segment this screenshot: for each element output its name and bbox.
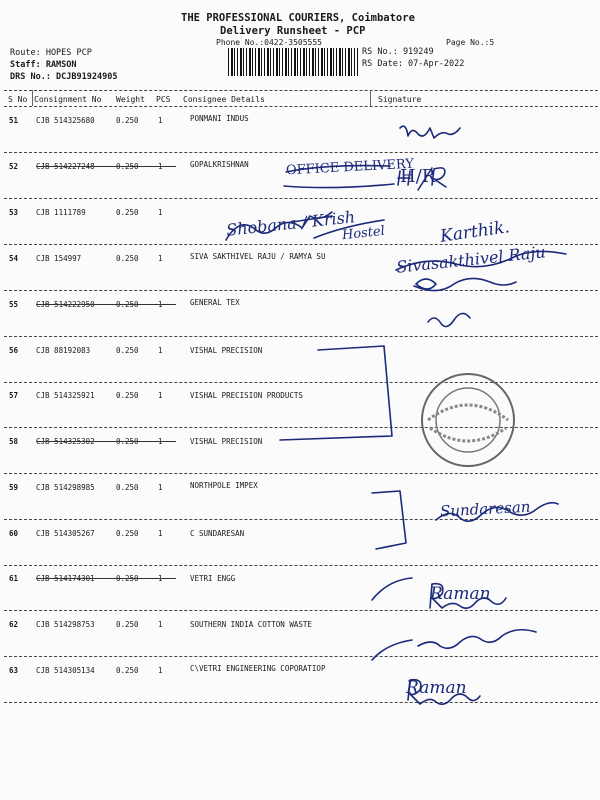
row-consignment: CJB 154997 [36,254,82,263]
row-sno: 63 [9,666,19,675]
row-weight: 0.250 [116,483,139,492]
row-weight: 0.250 [116,529,139,538]
rs-date: RS Date: 07-Apr-2022 [362,59,465,69]
row-consignee: SIVA SAKTHIVEL RAJU / RAMYA SU [190,252,326,261]
row-weight: 0.250 [116,391,139,400]
row-weight: 0.250 [116,620,139,629]
handwritten-hostel: Hostel [341,223,386,244]
row-weight: 0.250 [116,574,139,583]
row-sno: 52 [9,162,19,171]
row-weight: 0.250 [116,346,139,355]
col-consignee: Consignee Details [183,95,265,104]
bracket-rows-59-60 [372,491,406,549]
row-weight: 0.250 [116,116,139,125]
handwritten-raman-2: Raman [406,678,467,698]
route: Route: HOPES PCP [10,48,92,58]
row-sno: 51 [9,116,19,125]
handwritten-raman-1: Raman [430,584,491,604]
row-weight: 0.250 [116,437,139,446]
row-pcs: 1 [158,346,163,355]
row-consignment: CJB 514325302 [36,437,95,446]
col-signature: Signature [378,95,422,104]
phone-number: Phone No.:0422-3505555 [216,38,322,47]
row-consignee: GENERAL TEX [190,298,240,307]
col-weight: Weight [116,95,145,104]
row-consignee: C\VETRI ENGINEERING COPORATIOP [190,664,326,673]
row-consignment: CJB 514298985 [36,483,95,492]
row-pcs: 1 [158,574,163,583]
col-pcs: PCS [156,95,171,104]
row-consignment: CJB 514174301 [36,574,95,583]
row-consignee: VISHAL PRECISION PRODUCTS [190,391,303,400]
signature-row-55 [428,313,470,326]
row-consignee: C SUNDARESAN [190,529,245,538]
handwritten-office: OFFICE DELIVERY [285,156,415,179]
signature-row-62 [418,630,536,649]
row-consignment: CJB 88192083 [36,346,91,355]
row-sno: 56 [9,346,19,355]
company-stamp [422,374,514,466]
bracket-rows-56-58 [280,346,392,440]
row-pcs: 1 [158,208,163,217]
drs-number: DRS No.: DCJB91924905 [10,72,118,82]
row-pcs: 1 [158,162,163,171]
row-consignee: GOPALKRISHNAN [190,160,249,169]
row-sno: 62 [9,620,19,629]
row-pcs: 1 [158,300,163,309]
row-pcs: 1 [158,620,163,629]
row-consignee: NORTHPOLE IMPEX [190,481,258,490]
row-consignment: CJB 514298753 [36,620,95,629]
handwritten-sundaresan: Sundaresan [439,497,531,521]
bracket-row-62 [372,640,412,660]
handwritten-hr: H/R [400,166,436,187]
row-weight: 0.250 [116,162,139,171]
row-pcs: 1 [158,483,163,492]
row-weight: 0.250 [116,254,139,263]
handwritten-shobana-krish: Shobana / Krish [225,207,356,240]
row-sno: 54 [9,254,19,263]
row-consignee: VISHAL PRECISION [190,437,263,446]
row-consignee: VISHAL PRECISION [190,346,263,355]
row-consignee: SOUTHERN INDIA COTTON WASTE [190,620,312,629]
col-consignment: Consignment No [34,95,102,104]
row-sno: 57 [9,391,19,400]
rs-number: RS No.: 919249 [362,47,434,57]
row-consignee: VETRI ENGG [190,574,236,583]
row-sno: 60 [9,529,19,538]
row-weight: 0.250 [116,300,139,309]
row-sno: 61 [9,574,19,583]
row-pcs: 1 [158,666,163,675]
row-consignment: CJB 514325680 [36,116,95,125]
row-sno: 55 [9,300,19,309]
row-weight: 0.250 [116,208,139,217]
signature-row-51 [400,126,460,138]
row-pcs: 1 [158,391,163,400]
handwritten-karthik: Karthik. [438,217,511,247]
row-pcs: 1 [158,116,163,125]
row-weight: 0.250 [116,666,139,675]
row-sno: 59 [9,483,19,492]
row-consignment: CJB 514325921 [36,391,95,400]
bracket-row-61 [372,578,412,600]
row-pcs: 1 [158,529,163,538]
row-consignment: CJB 1111789 [36,208,86,217]
row-pcs: 1 [158,437,163,446]
row-sno: 53 [9,208,19,217]
page-number: Page No.:5 [446,38,495,47]
staff: Staff: RAMSON [10,60,77,70]
row-consignment: CJB 514305134 [36,666,95,675]
row-consignment: CJB 514305267 [36,529,95,538]
sheet-title: Delivery Runsheet - PCP [220,25,366,37]
handwritten-sivasakthivel-raju: Sivasakthivel Raju [395,242,547,277]
row-sno: 58 [9,437,19,446]
company-name: THE PROFESSIONAL COURIERS, Coimbatore [181,12,415,24]
col-sno: S No [8,95,28,104]
row-consignee: PONMANI INDUS [190,114,249,123]
row-pcs: 1 [158,254,163,263]
row-consignment: CJB 514222950 [36,300,95,309]
row-consignment: CJB 514227248 [36,162,95,171]
